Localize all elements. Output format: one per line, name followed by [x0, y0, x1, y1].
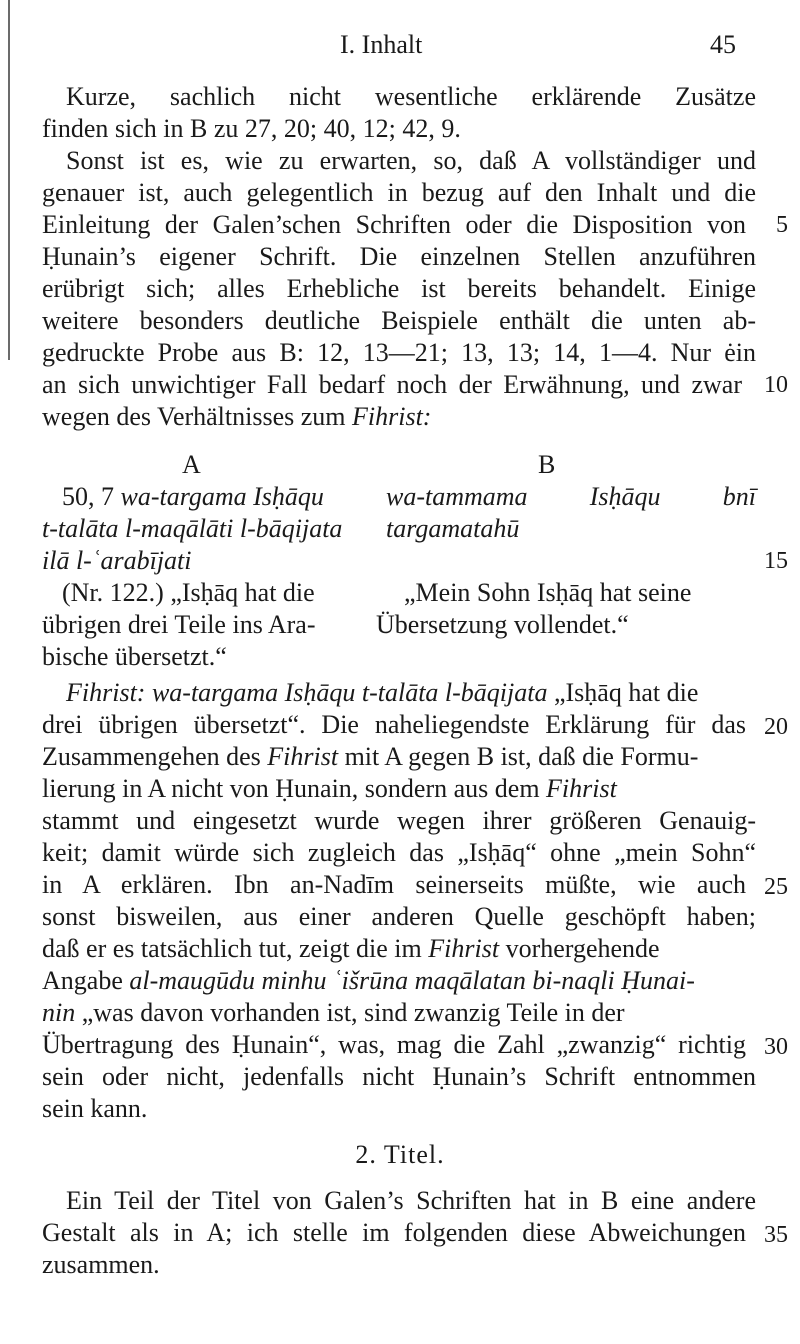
column-a-line: übrigen drei Teile ins Ara- [42, 610, 316, 639]
text-span: „Isḥāq hat die [547, 678, 699, 707]
line-number: 15 [764, 548, 788, 574]
text-span: lierung in A nicht von Ḥunain, sondern aus dem [42, 774, 547, 803]
line-number: 5 [776, 212, 788, 238]
text-span: nin [42, 998, 76, 1027]
column-b-line: wa-tammama Isḥāqu bnī [386, 482, 756, 511]
column-b-heading: B [538, 450, 556, 479]
text-line: drei übrigen übersetzt“. Die naheliegendste Erklärung für das [42, 710, 746, 739]
column-a-line: (Nr. 122.) „Isḥāq hat die [62, 578, 315, 607]
fihrist-word: Fihrist: [352, 402, 432, 431]
header-title: I. Inhalt [340, 30, 423, 59]
column-a-line: ilā l-ʿarabījati [42, 546, 192, 575]
text-line [42, 934, 756, 964]
text-span: daß er es tatsächlich tut, zeigt die im [42, 934, 429, 963]
text-line: Übertragung des Ḥunain“, was, mag die Zahl „zwanzig“ richtig [42, 1030, 746, 1059]
text-line [66, 678, 756, 708]
column-a-line: t-talāta l-maqālāti l-bāqijata [42, 514, 343, 543]
page-number: 45 [710, 30, 736, 59]
text-line: in A erklären. Ibn an-Nadīm seinerseits müßte, wie auch [42, 870, 746, 899]
text-line: Sonst ist es, wie zu erwarten, so, daß A vollständiger und [66, 146, 756, 175]
text-line [42, 774, 756, 804]
text-line: zusammen. [42, 1250, 160, 1279]
text-line: sein oder nicht, jedenfalls nicht Ḥunain’s Schrift entnommen [42, 1062, 756, 1091]
text-line [42, 998, 756, 1028]
text-span: „was davon vorhanden ist, sind zwanzig Teile in der [75, 998, 625, 1027]
text-span: Angabe [42, 966, 130, 995]
column-b-line: targamatahū [386, 514, 520, 543]
text-line: genauer ist, auch gelegentlich in bezug auf den Inhalt und die [42, 178, 756, 207]
line-number: 25 [764, 874, 788, 900]
text-line: stammt und eingesetzt wurde wegen ihrer größeren Genauig- [42, 806, 756, 835]
text-line: Gestalt als in A; ich stelle im folgenden diese Abweichungen [42, 1218, 746, 1247]
text-line: Ḥunain’s eigener Schrift. Die einzelnen Stellen anzuführen [42, 242, 756, 271]
text-line: Kurze, sachlich nicht wesentliche erklärende Zusätze [66, 82, 756, 111]
text-span: Fihrist [267, 742, 339, 771]
text-span: Zusammengehen des [42, 742, 268, 771]
text-span: Fihrist [546, 774, 617, 803]
text-line [42, 966, 756, 996]
text-line: Einleitung der Galen’schen Schriften oder die Disposition von [42, 210, 746, 239]
column-a-heading: A [182, 450, 201, 479]
text-span: Fihrist: wa-targama Isḥāqu t-talāta l-bāqijata [66, 678, 548, 707]
text-line [42, 402, 756, 432]
line-number: 20 [764, 714, 788, 740]
page-edge-rule [8, 0, 10, 360]
text-line: gedruckte Probe aus B: 12, 13—21; 13, 13; 14, 1—4. Nur ėin [42, 338, 756, 367]
column-a-line [62, 482, 392, 512]
text-line: keit; damit würde sich zugleich das „Isḥāq“ ohne „mein Sohn“ [42, 838, 756, 867]
section-heading: 2. Titel. [355, 1140, 445, 1169]
text-line: sein kann. [42, 1094, 148, 1123]
text-span: vorhergehende [499, 934, 660, 963]
text-line: erübrigt sich; alles Erhebliche ist bereits behandelt. Einige [42, 274, 756, 303]
text-line: an sich unwichtiger Fall bedarf noch der Erwähnung, und zwar [42, 370, 742, 399]
text-line: sonst bisweilen, aus einer anderen Quelle geschöpft haben; [42, 902, 756, 931]
line-number: 30 [764, 1034, 788, 1060]
text-span: al-maugūdu minhu ʿišrūna maqālatan bi-naqli Ḥunai- [129, 966, 695, 995]
text-span: Fihrist [428, 934, 500, 963]
text-span: wegen des Verhältnisses zum [42, 402, 353, 431]
line-number: 10 [764, 372, 788, 398]
text-span: wa-targama Isḥāqu [120, 482, 324, 511]
column-a-line: bische übersetzt.“ [42, 642, 227, 671]
text-span: mit A gegen B ist, daß die Formu- [338, 742, 699, 771]
text-line [42, 742, 756, 772]
text-line: finden sich in B zu 27, 20; 40, 12; 42, 9. [42, 114, 461, 143]
line-number: 35 [764, 1222, 788, 1248]
text-span: 50, 7 [62, 482, 121, 511]
text-line: weitere besonders deutliche Beispiele enthält die unten ab- [42, 306, 756, 335]
text-line: Ein Teil der Titel von Galen’s Schriften hat in B eine andere [66, 1186, 756, 1215]
column-b-line: „Mein Sohn Isḥāq hat seine [404, 578, 692, 607]
column-b-line: Übersetzung vollendet.“ [376, 610, 629, 639]
